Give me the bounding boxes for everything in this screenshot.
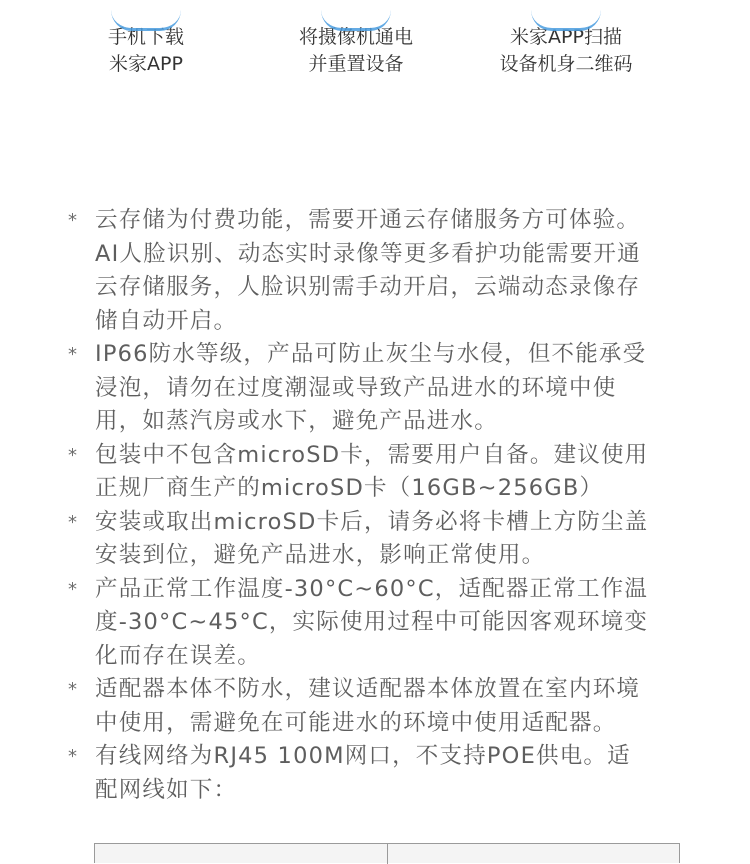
- step-download-app: [36, 24, 256, 78]
- note-line: AI人脸识别、动态实时录像等更多看护功能需要开通: [95, 240, 641, 267]
- bullet-icon: *: [68, 746, 79, 767]
- bullet-icon: *: [68, 679, 79, 700]
- note-line: 中使用，需避免在可能进水的环境中使用适配器。: [95, 709, 617, 736]
- note-microsd-not-included: [60, 439, 700, 506]
- bullet-icon: *: [68, 344, 79, 365]
- bullet-icon: *: [68, 578, 79, 600]
- bullet-icon: *: [68, 511, 79, 533]
- note-line: 配网线如下：: [95, 776, 238, 803]
- note-waterproof: [60, 338, 700, 439]
- step-scan-qr: [456, 24, 676, 78]
- note-wired-network: [60, 740, 700, 807]
- notes-list: [60, 204, 700, 807]
- cable-table: [94, 843, 680, 863]
- note-line: 云存储为付费功能，需要开通云存储服务方可体验。: [95, 207, 641, 233]
- step-power-reset: [246, 24, 466, 78]
- phone-icon: [111, 10, 181, 31]
- note-line: 产品正常工作温度-30°C~60°C，适配器正常工作温: [95, 575, 649, 602]
- note-line: 包装中不包含microSD卡，需要用户自备。建议使用: [95, 441, 649, 468]
- note-line: 有线网络为RJ45 100M网口，不支持POE供电。适: [95, 743, 631, 769]
- note-microsd-cover: [60, 506, 700, 573]
- note-line: 安装或取出microSD卡后，请务必将卡槽上方防尘盖: [95, 508, 649, 535]
- step-2-line-1: 将摄像机通电: [298, 26, 413, 48]
- note-line: 适配器本体不防水，建议适配器本体放置在室内环境: [95, 676, 641, 702]
- step-1-line-1: 手机下载: [107, 26, 184, 48]
- note-line: 安装到位，避免产品进水，影响正常使用。: [95, 542, 546, 568]
- step-2-line-2: 并重置设备: [308, 53, 404, 75]
- bullet-icon: *: [68, 444, 79, 466]
- note-line: 浸泡，请勿在过度潮湿或导致产品进水的环境中使: [95, 374, 617, 401]
- bullet-icon: *: [68, 210, 79, 231]
- note-cloud-storage: [60, 204, 700, 338]
- note-line: 储自动开启。: [95, 307, 238, 334]
- note-line: 化而存在误差。: [95, 642, 261, 669]
- note-line: IP66防水等级，产品可防止灰尘与水侵，但不能承受: [95, 341, 647, 367]
- qr-code-icon: [531, 10, 601, 31]
- note-temperature: [60, 573, 700, 674]
- note-line: 用，如蒸汽房或水下，避免产品进水。: [95, 408, 498, 434]
- note-line: 云存储服务，人脸识别需手动开启，云端动态录像存: [95, 274, 641, 300]
- note-adapter: [60, 673, 700, 740]
- power-icon: [321, 10, 391, 31]
- step-1-line-2: 米家APP: [109, 53, 183, 75]
- setup-steps: [0, 0, 750, 100]
- step-3-line-2: 设备机身二维码: [499, 53, 633, 75]
- note-line: 度-30°C~45°C，实际使用过程中可能因客观环境变: [95, 609, 649, 635]
- note-line: 正规厂商生产的microSD卡（16GB~256GB）: [95, 475, 604, 501]
- step-3-line-1: 米家APP扫描: [510, 26, 622, 48]
- table-divider: [387, 844, 388, 864]
